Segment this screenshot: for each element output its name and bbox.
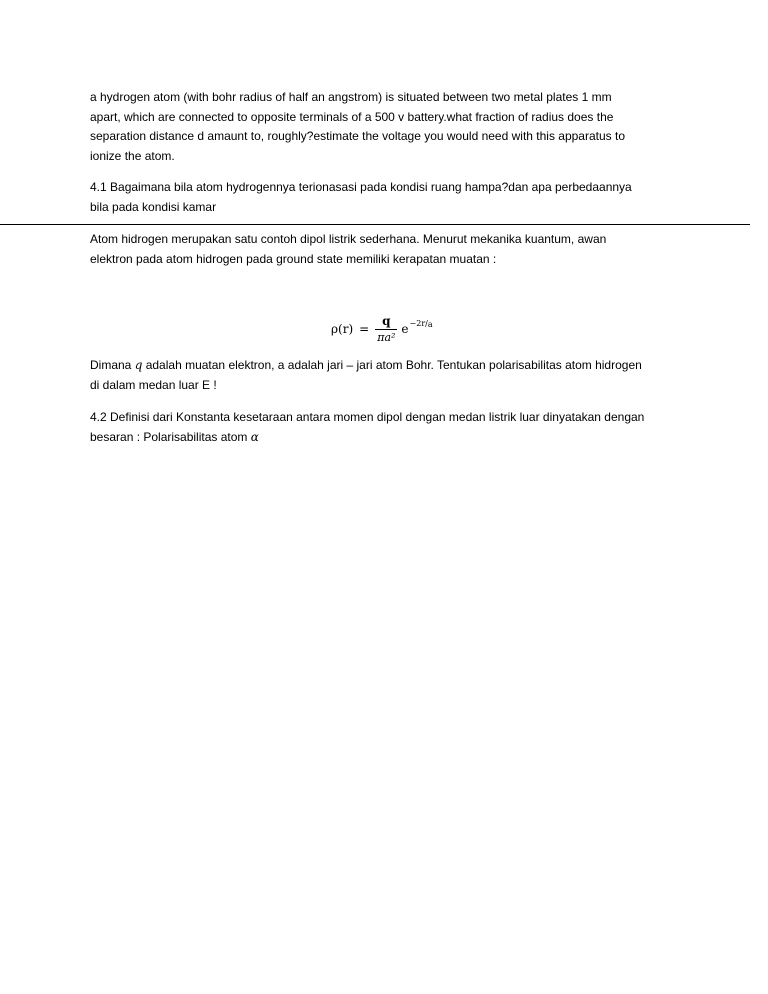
- exponent-subscript: a: [427, 319, 433, 329]
- text-line: elektron pada atom hidrogen pada ground state memiliki kerapatan muatan :: [90, 251, 497, 266]
- text-fragment: Dimana: [90, 358, 135, 372]
- text-line: 4.2 Definisi dari Konstanta kesetaraan antara momen dipol dengan medan listrik luar dinyatakan dengan: [90, 410, 645, 424]
- text-line: [90, 428, 690, 448]
- question-4-1-paragraph: [90, 178, 690, 217]
- question-4-2-paragraph: [90, 408, 690, 447]
- equals-sign: =: [359, 322, 370, 336]
- text-line: ionize the atom.: [90, 148, 175, 163]
- text-line: di dalam medan luar E !: [90, 377, 217, 392]
- text-fragment: adalah muatan elektron, a adalah jari – jari atom Bohr. Tentukan polarisabilitas atom hidrogen: [142, 358, 642, 372]
- dipole-intro-paragraph: [90, 230, 690, 269]
- exponent: [410, 319, 433, 328]
- text-line: bila pada kondisi kamar: [90, 199, 217, 214]
- text-line: Atom hidrogen merupakan satu contoh dipol listrik sederhana. Menurut mekanika kuantum, awan: [90, 232, 607, 246]
- alpha-symbol: α: [250, 429, 259, 444]
- charge-variable: q: [134, 358, 143, 372]
- horizontal-divider: [0, 224, 750, 225]
- text-line: apart, which are connected to opposite terminals of a 500 v battery.what fraction of radius does the: [90, 109, 614, 124]
- equation-fraction: [375, 314, 397, 345]
- polarizability-question-paragraph: [90, 356, 690, 395]
- exponential-base: e: [401, 322, 409, 336]
- exponent-text: −2r/: [409, 318, 428, 328]
- text-line: 4.1 Bagaimana bila atom hydrogennya terionasasi pada kondisi ruang hampa?dan apa perbedaannya: [90, 180, 632, 194]
- charge-density-equation: [331, 309, 433, 349]
- equation-lhs: ρ(r): [331, 322, 354, 336]
- text-fragment: besaran : Polarisabilitas atom: [90, 429, 251, 444]
- text-line: separation distance d amaunt to, roughly?estimate the voltage you would need with this apparatus to: [90, 129, 626, 143]
- text-line: a hydrogen atom (with bohr radius of half an angstrom) is situated between two metal plates 1 mm: [90, 90, 612, 104]
- text-line: [90, 356, 690, 376]
- fraction-numerator: q: [382, 313, 391, 328]
- fraction-denominator: πa²: [377, 330, 396, 344]
- question-paragraph-english: [90, 88, 690, 166]
